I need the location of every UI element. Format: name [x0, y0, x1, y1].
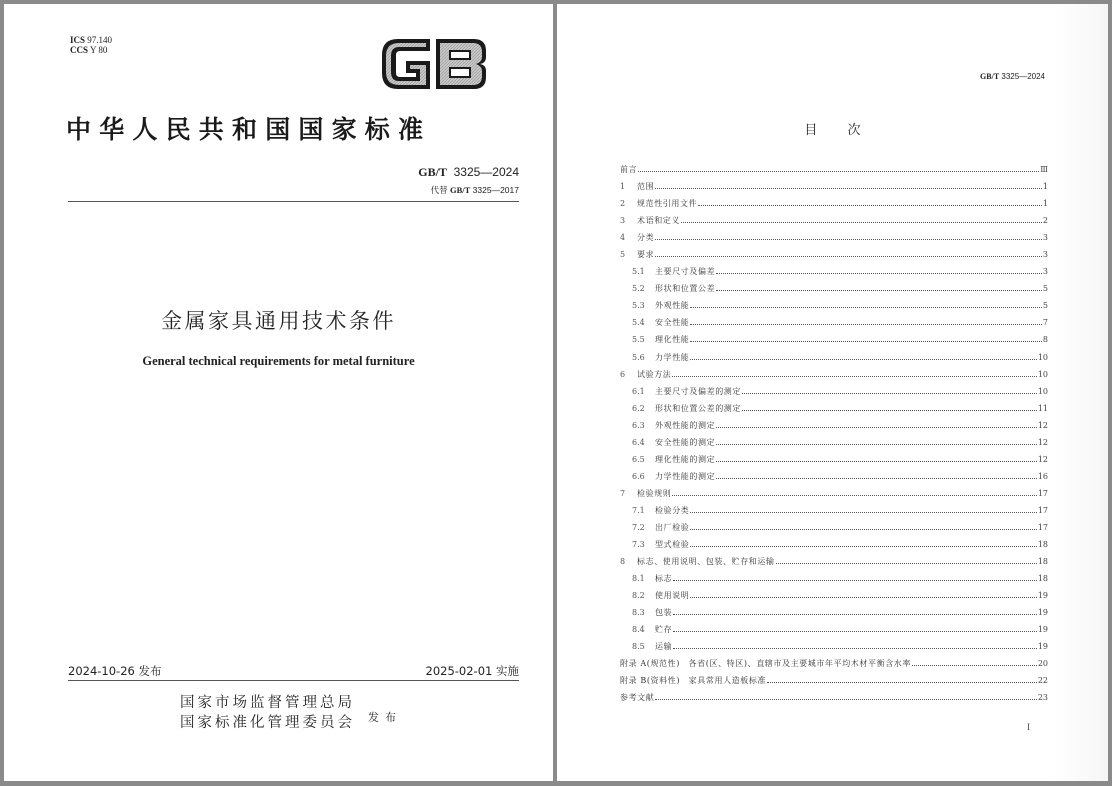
toc-leader-dots — [673, 640, 1037, 649]
replace-label: 代替 — [430, 185, 448, 195]
standard-prefix: GB/T — [418, 165, 447, 179]
gb-logo-icon — [378, 35, 490, 93]
toc-entry-label: 前言 — [620, 165, 638, 175]
ccs-value: Y 80 — [89, 45, 108, 55]
top-divider — [68, 201, 519, 202]
toc-entry[interactable] — [620, 604, 1048, 621]
toc-entry[interactable] — [620, 212, 1048, 229]
toc-entry[interactable] — [620, 638, 1048, 655]
toc-entry-number: 5.4 — [632, 318, 645, 328]
toc-leader-dots — [690, 538, 1036, 547]
toc-entry[interactable] — [620, 366, 1048, 383]
toc-entry[interactable] — [620, 536, 1048, 553]
toc-entry-page: 18 — [1037, 574, 1048, 584]
toc-entry-number: 1 — [620, 182, 626, 192]
toc-entry[interactable] — [620, 229, 1048, 246]
toc-entry-number: 4 — [620, 233, 626, 243]
toc-leader-dots — [716, 436, 1037, 445]
toc-entry-label: 附录 A(规范性) 各省(区、特区)、直辖市及主要城市年平均木材平衡含水率 — [620, 659, 912, 669]
toc-leader-dots — [690, 333, 1042, 342]
toc-leader-dots — [776, 555, 1037, 564]
toc-entry-label: 贮存 — [655, 625, 673, 635]
toc-entry-page: 1 — [1042, 199, 1048, 209]
toc-entry-page: Ⅲ — [1040, 165, 1048, 175]
toc-entry-page: 19 — [1037, 642, 1048, 652]
toc-leader-dots — [716, 470, 1037, 479]
toc-entry[interactable] — [620, 485, 1048, 502]
toc-leader-dots — [690, 299, 1042, 308]
toc-entry-page: 17 — [1037, 523, 1048, 532]
toc-entry-number: 6.6 — [632, 471, 645, 481]
toc-entry-page: 19 — [1037, 608, 1048, 618]
toc-entry-page: 19 — [1037, 591, 1048, 601]
toc-leader-dots — [716, 419, 1037, 428]
toc-entry[interactable] — [620, 587, 1048, 604]
toc-entry-label: 力学性能的测定 — [655, 471, 716, 481]
toc-leader-dots — [638, 163, 1039, 172]
toc-leader-dots — [655, 248, 1042, 257]
toc-entry-label: 外观性能的测定 — [655, 420, 716, 430]
toc-entry-label: 要求 — [637, 250, 655, 260]
toc-leader-dots — [698, 197, 1042, 206]
toc-entry-label: 力学性能 — [655, 352, 690, 362]
toc-entry-page: 12 — [1037, 437, 1048, 447]
toc-entry-number: 3 — [620, 216, 626, 226]
replaces-standard — [431, 184, 519, 196]
issuer-sac: 国家标准化管理委员会 — [180, 715, 355, 731]
toc-entry-page: 17 — [1037, 505, 1048, 515]
toc-entry-label: 附录 B(资料性) 家具常用人造板标准 — [620, 676, 767, 686]
toc-entry[interactable] — [620, 331, 1048, 348]
toc-entry-label: 试验方法 — [637, 369, 672, 379]
toc-entry[interactable] — [620, 655, 1048, 672]
toc-entry-number: 7.2 — [632, 523, 645, 532]
toc-leader-dots — [655, 180, 1042, 189]
toc-entry-page: 2 — [1042, 216, 1048, 226]
toc-entry-number: 8.5 — [632, 642, 645, 652]
toc-entry-page: 10 — [1037, 386, 1048, 396]
toc-leader-dots — [716, 453, 1037, 462]
toc-entry-number: 8 — [620, 557, 626, 567]
toc-entry-page: 8 — [1042, 335, 1048, 345]
toc-entry[interactable] — [620, 161, 1048, 178]
running-header — [980, 72, 1045, 81]
toc-entry-label: 出厂检验 — [655, 523, 690, 532]
toc-page — [557, 4, 1108, 781]
toc-entry-number: 7.3 — [632, 540, 645, 550]
toc-leader-dots — [767, 674, 1037, 683]
toc-entry-number: 8.1 — [632, 574, 645, 584]
toc-entry-page: 1 — [1042, 182, 1048, 192]
toc-entry-label: 理化性能的测定 — [655, 454, 716, 464]
toc-entry-number: 6.5 — [632, 454, 645, 464]
classification-codes — [70, 35, 112, 55]
issue-label: 发布 — [368, 711, 402, 724]
toc-leader-dots — [655, 691, 1036, 700]
toc-entry-label: 形状和位置公差 — [655, 284, 716, 294]
toc-leader-dots — [690, 351, 1036, 360]
toc-entry[interactable] — [620, 553, 1048, 570]
toc-leader-dots — [716, 265, 1042, 274]
toc-entry-label: 参考文献 — [620, 693, 655, 703]
table-of-contents — [620, 161, 1048, 707]
page-number: I — [1027, 722, 1030, 732]
toc-leader-dots — [716, 282, 1042, 291]
toc-entry-number: 8.2 — [632, 591, 645, 601]
toc-entry-page: 11 — [1037, 403, 1048, 413]
toc-entry[interactable] — [620, 195, 1048, 212]
toc-entry-page: 10 — [1037, 369, 1048, 379]
replace-number: 3325—2017 — [472, 185, 519, 195]
toc-entry-number: 6.1 — [632, 386, 645, 396]
toc-title: 目 次 — [804, 123, 861, 138]
toc-entry-number: 7 — [620, 488, 626, 498]
toc-entry-page: 16 — [1037, 471, 1048, 481]
toc-leader-dots — [673, 572, 1037, 581]
toc-leader-dots — [912, 657, 1037, 666]
toc-entry-page: 3 — [1042, 250, 1048, 260]
publish-date: 2024-10-26 发布 — [68, 664, 162, 678]
standard-number-value: 3325—2024 — [453, 165, 519, 179]
toc-entry[interactable] — [620, 314, 1048, 331]
toc-entry-number: 6.3 — [632, 420, 645, 430]
toc-leader-dots — [673, 623, 1037, 632]
cover-page — [4, 4, 553, 781]
toc-entry-page: 3 — [1042, 233, 1048, 243]
toc-entry-page: 5 — [1042, 284, 1048, 294]
toc-entry-label: 安全性能的测定 — [655, 437, 716, 447]
toc-entry[interactable] — [620, 280, 1048, 297]
toc-entry-label: 检验分类 — [655, 505, 690, 515]
toc-entry-number: 8.4 — [632, 625, 645, 635]
toc-entry-number: 5.3 — [632, 301, 645, 311]
toc-leader-dots — [681, 214, 1042, 223]
toc-entry-page: 12 — [1037, 454, 1048, 464]
toc-entry-label: 型式检验 — [655, 540, 690, 550]
toc-entry-number: 6.2 — [632, 403, 645, 413]
toc-entry-label: 范围 — [637, 182, 655, 192]
toc-leader-dots — [690, 316, 1042, 325]
toc-entry[interactable] — [620, 570, 1048, 587]
toc-entry[interactable] — [620, 468, 1048, 485]
toc-entry[interactable] — [620, 297, 1048, 314]
toc-entry-label: 包装 — [655, 608, 673, 618]
toc-entry[interactable] — [620, 246, 1048, 263]
toc-entry-page: 20 — [1037, 659, 1048, 669]
toc-entry-label: 标志、使用说明、包装、贮存和运输 — [637, 557, 775, 567]
toc-entry[interactable] — [620, 689, 1048, 706]
toc-entry-label: 分类 — [637, 233, 655, 243]
toc-entry-number: 5.5 — [632, 335, 645, 345]
toc-entry-number: 6.4 — [632, 437, 645, 447]
toc-entry-page: 17 — [1037, 488, 1048, 498]
replace-prefix: GB/T — [449, 185, 471, 195]
ics-value: 97.140 — [87, 35, 113, 45]
toc-entry-label: 理化性能 — [655, 335, 690, 345]
toc-entry-number: 5 — [620, 250, 626, 260]
issuing-authorities — [180, 693, 355, 733]
toc-entry-label: 规范性引用文件 — [637, 199, 698, 209]
toc-entry-label: 主要尺寸及偏差的测定 — [655, 386, 741, 396]
toc-entry[interactable] — [620, 400, 1048, 417]
toc-entry-page: 18 — [1037, 557, 1048, 567]
toc-leader-dots — [672, 368, 1036, 377]
toc-entry-number: 8.3 — [632, 608, 645, 618]
toc-entry-page: 3 — [1042, 267, 1048, 277]
toc-entry-label: 检验规则 — [637, 488, 672, 498]
toc-entry-number: 6 — [620, 369, 626, 379]
toc-leader-dots — [690, 504, 1036, 513]
header-number: 3325—2024 — [1001, 72, 1045, 81]
header-prefix: GB/T — [980, 72, 1000, 81]
toc-entry[interactable] — [620, 621, 1048, 638]
toc-leader-dots — [672, 487, 1036, 496]
toc-entry-number: 5.2 — [632, 284, 645, 294]
toc-entry-page: 18 — [1037, 540, 1048, 550]
toc-leader-dots — [655, 231, 1042, 240]
toc-entry-label: 主要尺寸及偏差 — [655, 267, 716, 277]
toc-entry-label: 形状和位置公差的测定 — [655, 403, 741, 413]
toc-entry-number: 5.1 — [632, 267, 645, 277]
toc-entry-number: 5.6 — [632, 352, 645, 362]
standard-chinese-name: 金属家具通用技术条件 — [161, 309, 396, 333]
toc-entry[interactable] — [620, 672, 1048, 689]
toc-entry-label: 安全性能 — [655, 318, 690, 328]
standard-number — [418, 165, 519, 180]
toc-leader-dots — [690, 521, 1036, 530]
toc-entry-page: 7 — [1042, 318, 1048, 328]
toc-entry-label: 术语和定义 — [637, 216, 680, 226]
toc-entry[interactable] — [620, 502, 1048, 519]
issuer-samr: 国家市场监督管理总局 — [180, 695, 355, 711]
toc-leader-dots — [673, 606, 1037, 615]
implementation-date: 2025-02-01 实施 — [425, 664, 519, 678]
toc-entry[interactable] — [620, 383, 1048, 400]
toc-entry-label: 标志 — [655, 574, 673, 584]
toc-entry[interactable] — [620, 417, 1048, 434]
toc-entry-label: 外观性能 — [655, 301, 690, 311]
toc-entry-page: 19 — [1037, 625, 1048, 635]
toc-entry-number: 7.1 — [632, 505, 645, 515]
ccs-label: CCS — [70, 45, 89, 55]
toc-entry[interactable] — [620, 349, 1048, 366]
toc-leader-dots — [690, 589, 1036, 598]
toc-entry-page: 12 — [1037, 420, 1048, 430]
ics-label: ICS — [70, 35, 86, 45]
toc-entry-page: 22 — [1037, 676, 1048, 686]
toc-entry[interactable] — [620, 451, 1048, 468]
toc-leader-dots — [742, 402, 1037, 411]
toc-entry[interactable] — [620, 434, 1048, 451]
toc-entry-page: 5 — [1042, 301, 1048, 311]
toc-entry-label: 运输 — [655, 642, 673, 652]
toc-entry-number: 2 — [620, 199, 626, 209]
standard-english-name: General technical requirements for metal furniture — [142, 354, 415, 368]
toc-entry[interactable] — [620, 263, 1048, 280]
national-standard-title: 中华人民共和国国家标准 — [66, 115, 432, 144]
toc-entry[interactable] — [620, 519, 1048, 536]
toc-leader-dots — [742, 385, 1037, 394]
toc-entry-page: 10 — [1037, 352, 1048, 362]
toc-entry-label: 使用说明 — [655, 591, 690, 601]
toc-entry[interactable] — [620, 178, 1048, 195]
toc-entry-page: 23 — [1037, 693, 1048, 703]
bottom-divider — [68, 680, 519, 681]
